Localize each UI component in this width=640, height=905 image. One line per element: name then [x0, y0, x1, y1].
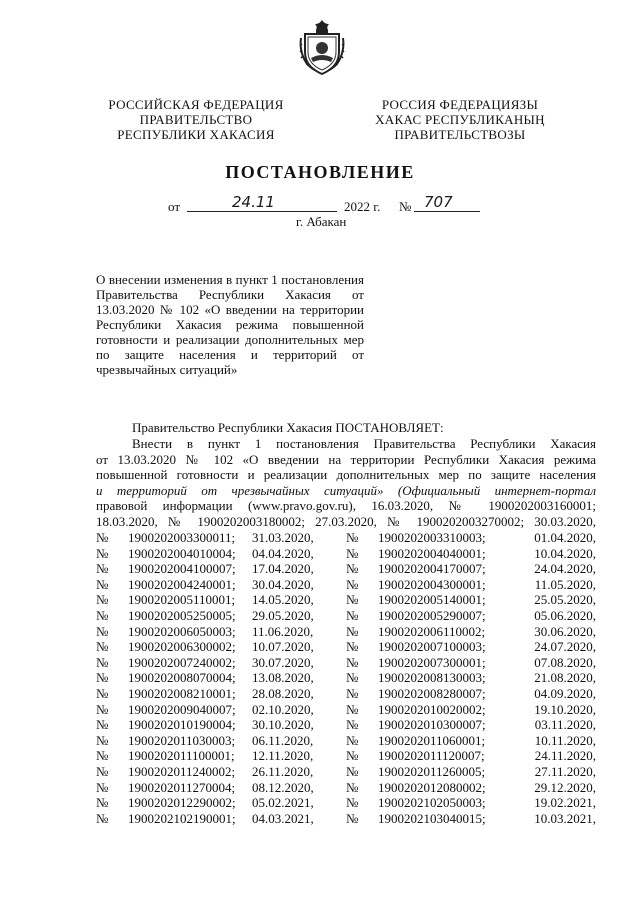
- registry-number: 1900202004100007;: [128, 561, 236, 577]
- registry-number: 1900202006110002;: [378, 623, 486, 639]
- registry-number: 1900202004240001;: [128, 576, 236, 592]
- registry-row: [96, 530, 596, 546]
- paragraph-line: [96, 452, 596, 468]
- resolution-preamble: Правительство Республики Хакасия ПОСТАНОВЛЯЕТ:: [132, 420, 444, 435]
- number-sign: №: [96, 623, 109, 639]
- registry-row: [96, 702, 596, 718]
- resolution-paragraph: [96, 436, 596, 530]
- registry-row: [96, 748, 596, 764]
- registry-date: 12.11.2020,: [252, 748, 314, 764]
- registry-date: 24.11.2020,: [534, 748, 596, 764]
- number-sign: №: [96, 576, 109, 592]
- registry-date: 04.09.2020,: [534, 685, 596, 701]
- number-sign: №: [96, 685, 109, 701]
- registry-date: 27.11.2020,: [534, 763, 596, 779]
- registry-date: 01.04.2020,: [534, 530, 596, 545]
- number-sign: №: [96, 607, 109, 623]
- coat-of-arms-emblem: [297, 18, 347, 76]
- registry-date: 05.02.2021,: [252, 795, 314, 811]
- registry-number: 1900202008070004;: [128, 670, 236, 686]
- registry-date: 29.12.2020,: [534, 779, 596, 795]
- registry-row: [96, 733, 596, 749]
- number-sign: №: [346, 748, 359, 764]
- number-sign: №: [96, 561, 109, 577]
- paragraph-line-text: от 13.03.2020 № 102 «О введении на территории Республики Хакасия режима: [96, 451, 596, 467]
- from-label: от: [168, 199, 181, 214]
- registry-date: 29.05.2020,: [252, 607, 314, 623]
- number-sign: №: [96, 779, 109, 795]
- registry-date: 03.11.2020,: [534, 717, 596, 733]
- registry-date: 10.04.2020,: [534, 545, 596, 561]
- number-sign: №: [96, 795, 109, 811]
- registry-date: 02.10.2020,: [252, 701, 314, 717]
- header-left-line-1: РОССИЙСКАЯ ФЕДЕРАЦИЯ: [108, 97, 284, 112]
- number-sign: №: [346, 717, 359, 733]
- registry-row: [96, 717, 596, 733]
- registry-row: [96, 561, 596, 577]
- registry-date: 10.07.2020,: [252, 639, 314, 655]
- registry-number: 1900202012290002;: [128, 795, 236, 811]
- city-label: г. Абакан: [296, 214, 347, 229]
- registry-date: 19.02.2021,: [534, 795, 596, 811]
- registry-number: 1900202005250005;: [128, 607, 236, 623]
- registry-date: 07.08.2020,: [534, 654, 596, 670]
- header-right-line-1: РОССИЯ ФЕДЕРАЦИЯЗЫ: [381, 97, 539, 112]
- header-right-block: [360, 97, 560, 142]
- number-sign: №: [346, 779, 359, 795]
- registry-date: 21.08.2020,: [534, 670, 596, 686]
- registry-date: 11.05.2020,: [534, 576, 596, 592]
- paragraph-line-text: правовой информации (www.pravo.gov.ru), 16.03.2020, № 1900202003160001;: [96, 498, 596, 514]
- registry-number: 1900202008130003;: [378, 670, 486, 686]
- registry-date: 26.11.2020,: [252, 763, 314, 779]
- registry-date: 24.04.2020,: [534, 561, 596, 577]
- registry-number: 1900202007300001;: [378, 654, 486, 670]
- number-sign: №: [96, 639, 109, 655]
- number-sign: №: [346, 545, 359, 561]
- year-text: 2022 г.: [344, 199, 381, 214]
- subject-block: О внесении изменения в пункт 1 постановления Правительства Республики Хакасия от 13.03.2020 № 102 «О введении на территории Республики Хакасия режима повышенной готовности и реализации дополнительных мер по защите населения и территорий от чрезвычайных ситуаций»: [96, 272, 364, 377]
- handwritten-date: 24.11: [232, 193, 275, 211]
- paragraph-line: [96, 498, 596, 514]
- registry-number: 1900202007240002;: [128, 654, 236, 670]
- registry-date: 30.04.2020,: [252, 576, 314, 592]
- header-left-line-2: ПРАВИТЕЛЬСТВО: [139, 112, 253, 127]
- number-sign: №: [96, 748, 109, 764]
- number-sign: №: [346, 639, 359, 655]
- registry-date: 19.10.2020,: [534, 701, 596, 717]
- paragraph-line: [96, 514, 596, 530]
- number-sign: №: [346, 795, 359, 811]
- registry-date: 10.11.2020,: [534, 732, 596, 748]
- registry-row: [96, 639, 596, 655]
- registry-number: 1900202007100003;: [378, 639, 486, 655]
- registry-number: 1900202004300001;: [378, 576, 486, 592]
- registry-number: 1900202004170007;: [378, 561, 486, 577]
- registry-number: 1900202005140001;: [378, 592, 486, 608]
- paragraph-line-text: и территорий от чрезвычайных ситуаций» (Официальный интернет-портал: [96, 482, 596, 498]
- number-sign: №: [346, 732, 359, 748]
- paragraph-line: [96, 467, 596, 483]
- registry-date: 28.08.2020,: [252, 685, 314, 701]
- registry-row: [96, 795, 596, 811]
- registry-number: 1900202012080002;: [378, 779, 486, 795]
- registry-number: 1900202008210001;: [128, 685, 236, 701]
- registry-date: 17.04.2020,: [252, 561, 314, 577]
- paragraph-line-text: повышенной готовности и реализации дополнительных мер по защите населения: [96, 467, 596, 483]
- number-sign: №: [96, 654, 109, 670]
- number-sign: №: [346, 810, 359, 826]
- number-sign: №: [346, 576, 359, 592]
- registry-date: 30.07.2020,: [252, 654, 314, 670]
- registry-number: 1900202008280007;: [378, 685, 486, 701]
- registry-date: 14.05.2020,: [252, 592, 314, 608]
- number-sign: №: [346, 623, 359, 639]
- registry-number: 1900202011060001;: [378, 732, 486, 748]
- registry-row: [96, 670, 596, 686]
- registry-date: 08.12.2020,: [252, 779, 314, 795]
- number-sign: №: [96, 592, 109, 608]
- registry-row: [96, 577, 596, 593]
- paragraph-line: [96, 436, 596, 452]
- registry-date: 31.03.2020,: [252, 530, 314, 545]
- registry-number: 1900202011240002;: [128, 763, 236, 779]
- header-left-line-3: РЕСПУБЛИКИ ХАКАСИЯ: [117, 127, 275, 142]
- registry-number: 1900202011260005;: [378, 763, 486, 779]
- registry-date: 30.06.2020,: [534, 623, 596, 639]
- registry-row: [96, 592, 596, 608]
- registry-number: 1900202006300002;: [128, 639, 236, 655]
- number-sign: №: [346, 685, 359, 701]
- number-sign: №: [346, 561, 359, 577]
- registry-number: 1900202011100001;: [128, 748, 235, 764]
- registry-number: 1900202004040001;: [378, 545, 486, 561]
- registry-number: 1900202011270004;: [128, 779, 236, 795]
- header-left-block: [96, 97, 296, 142]
- paragraph-line-text: 18.03.2020, № 1900202003180002; 27.03.2020, № 1900202003270002; 30.03.2020,: [96, 513, 596, 529]
- paragraph-line: [96, 483, 596, 499]
- number-label: №: [399, 199, 412, 214]
- registry-row: [96, 624, 596, 640]
- number-sign: №: [346, 763, 359, 779]
- registry-date: 05.06.2020,: [534, 607, 596, 623]
- number-sign: №: [96, 717, 109, 733]
- registry-row: [96, 608, 596, 624]
- number-sign: №: [346, 607, 359, 623]
- date-number-line: [0, 195, 640, 215]
- registry-number: 1900202003300011;: [128, 530, 236, 545]
- registry-row: [96, 811, 596, 827]
- number-sign: №: [96, 545, 109, 561]
- registry-date: 04.03.2021,: [252, 810, 314, 826]
- registry-date: 24.07.2020,: [534, 639, 596, 655]
- number-sign: №: [346, 670, 359, 686]
- number-sign: №: [346, 654, 359, 670]
- registry-row: [96, 655, 596, 671]
- registry-number: 1900202011030003;: [128, 732, 236, 748]
- registry-number: 1900202103040015;: [378, 810, 486, 826]
- number-sign: №: [346, 701, 359, 717]
- number-sign: №: [96, 701, 109, 717]
- registry-date: 10.03.2021,: [534, 810, 596, 826]
- registry-row: [96, 764, 596, 780]
- registry-number: 1900202006050003;: [128, 623, 236, 639]
- registry-number: 1900202003310003;: [378, 530, 486, 545]
- number-sign: №: [96, 732, 109, 748]
- registry-number: 1900202009040007;: [128, 701, 236, 717]
- handwritten-number: 707: [424, 193, 453, 211]
- registry-date: 04.04.2020,: [252, 545, 314, 561]
- registry-date: 11.06.2020,: [252, 623, 314, 639]
- paragraph-line-text: Внести в пункт 1 постановления Правительства Республики Хакасия: [132, 436, 596, 451]
- registry-number: 1900202004010004;: [128, 545, 236, 561]
- registry-number: 1900202011120007;: [378, 748, 485, 764]
- number-sign: №: [96, 810, 109, 826]
- number-sign: №: [96, 530, 109, 545]
- registry-number: 1900202102050003;: [378, 795, 486, 811]
- registry-number: 1900202005110001;: [128, 592, 236, 608]
- registry-date: 30.10.2020,: [252, 717, 314, 733]
- registry-row: [96, 546, 596, 562]
- header-right-line-3: ПРАВИТЕЛЬСТВОЗЫ: [394, 127, 526, 142]
- registry-number: 1900202010300007;: [378, 717, 486, 733]
- registry-row: [96, 780, 596, 796]
- number-sign: №: [346, 530, 359, 545]
- number-sign: №: [96, 763, 109, 779]
- document-title: ПОСТАНОВЛЕНИЕ: [225, 162, 415, 182]
- registry-date: 06.11.2020,: [252, 732, 314, 748]
- registry-date: 25.05.2020,: [534, 592, 596, 608]
- registry-table: [96, 530, 596, 826]
- registry-row: [96, 686, 596, 702]
- header-right-line-2: ХАКАС РЕСПУБЛИКАНЫҢ: [375, 112, 545, 127]
- number-sign: №: [346, 592, 359, 608]
- registry-number: 1900202010190004;: [128, 717, 236, 733]
- registry-number: 1900202010020002;: [378, 701, 486, 717]
- registry-number: 1900202005290007;: [378, 607, 486, 623]
- registry-date: 13.08.2020,: [252, 670, 314, 686]
- registry-number: 1900202102190001;: [128, 810, 236, 826]
- number-sign: №: [96, 670, 109, 686]
